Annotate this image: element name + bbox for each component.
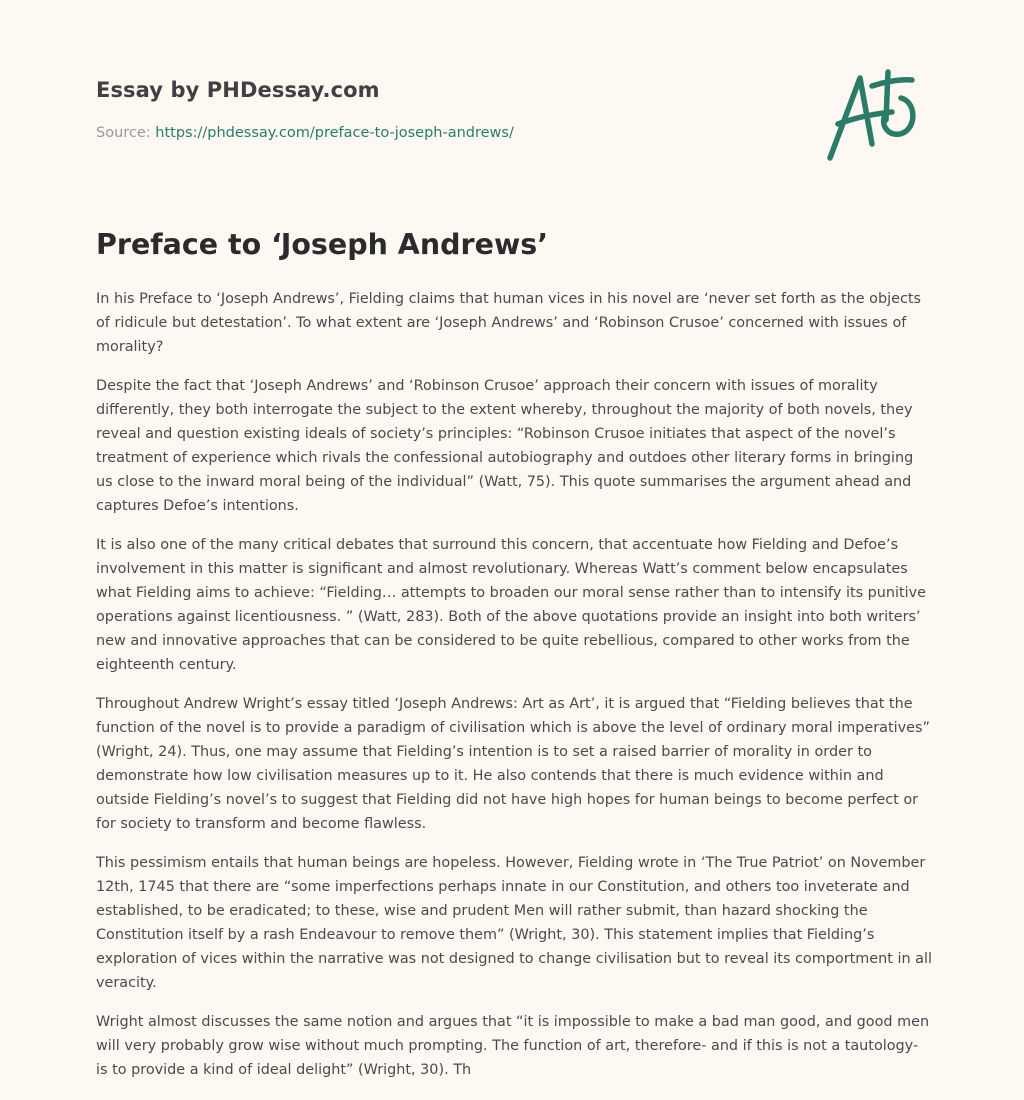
a-plus-logo-icon [820,66,930,166]
source-line [96,124,928,142]
essay-paragraph: It is also one of the many critical debates that surround this concern, that accentuate how Fielding and Defoe’s involvement in this matter is significant and almost revolutionary. Whereas Watt’s comment below encapsulates what Fielding aims to achieve: “Fielding… attempts to broaden our moral sense rather than to intensify its punitive operations against licentiousness. ” (Watt, 283). Both of the above quotations provide an insight into both writers’ new and innovative approaches that can be considered to be quite rebellious, compared to other works from the eighteenth century. [96,537,927,673]
essay-paragraph: This pessimism entails that human beings are hopeless. However, Fielding wrote in ‘The True Patriot’ on November 12th, 1745 that there are “some imperfections perhaps innate in our Constitution, and others too inveterate and established, to be eradicated; to these, wise and prudent Men will rather submit, than hazard shocking the Constitution itself by a rash Endeavour to remove them” (Wright, 30). This statement implies that Fielding’s exploration of vices within the narrative was not designed to change civilisation but to reveal its comportment in all veracity. [96,855,932,991]
essay-paragraph: Despite the fact that ‘Joseph Andrews’ and ‘Robinson Crusoe’ approach their concern with issues of morality differently, they both interrogate the subject to the extent whereby, throughout the majority of both novels, they reveal and question existing ideals of society’s principles: “Robinson Crusoe initiates that aspect of the novel’s treatment of experience which rivals the confessional autobiography and outdoes other literary forms in bringing us close to the inward moral being of the individual” (Watt, 75). This quote summarises the argument ahead and captures Defoe’s intentions. [96,378,914,514]
source-label: Source: [96,125,151,141]
essay-paragraph: In his Preface to ‘Joseph Andrews’, Fielding claims that human vices in his novel are ‘never set forth as the objects of ridicule but detestation’. To what extent are ‘Joseph Andrews’ and ‘Robinson Crusoe’ concerned with issues of morality? [96,291,922,355]
essay-title: Preface to ‘Joseph Andrews’ [96,228,549,261]
essay-paragraph: Throughout Andrew Wright’s essay titled ‘Joseph Andrews: Art as Art’, it is argued that “Fielding believes that the function of the novel is to provide a paradigm of civilisation which is above the level of ordinary moral imperatives” (Wright, 24). Thus, one may assume that Fielding’s intention is to set a raised barrier of morality in order to demonstrate how low civilisation measures up to it. He also contends that there is much evidence within and outside Fielding’s novel’s to suggest that Fielding did not have high hopes for human beings to become perfect or for society to transform and become flawless. [96,696,930,832]
essay-content [96,226,932,1097]
page-header [96,76,928,142]
site-title: Essay by PHDessay.com [96,78,380,102]
source-link[interactable]: https://phdessay.com/preface-to-joseph-andrews/ [155,125,514,141]
essay-paragraph: Wright almost discusses the same notion and argues that “it is impossible to make a bad man good, and good men will very probably grow wise without much prompting. The function of art, therefore- and if this is not a tautology- is to provide a kind of ideal delight” (Wright, 30). Th [96,1014,930,1078]
